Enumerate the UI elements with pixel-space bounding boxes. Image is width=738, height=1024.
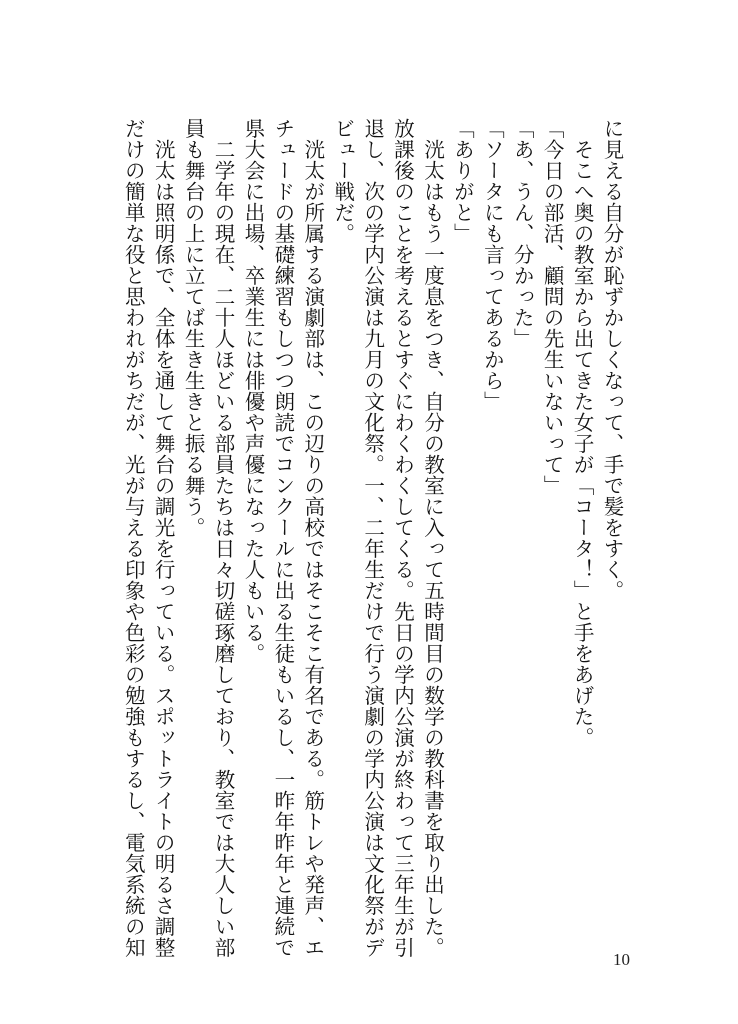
page-number: 10 — [613, 950, 630, 969]
text-line: 「今日の部活、顧問の先生いないって」 — [540, 118, 565, 496]
vertical-text-body — [106, 118, 626, 958]
text-line: 洸太が所属する演劇部は、この辺りの高校ではそこそこ有名である。筋トレや発声、エ — [300, 118, 325, 958]
text-line: チュードの基礎練習もしつつ朗読でコンクールに出る生徒もいるし、一昨年昨年と連続で — [270, 118, 295, 958]
text-line: 放課後のことを考えるとすぐにわくわくしてくる。先日の学内公演が終わって三年生が引 — [390, 118, 415, 958]
text-line: 員も舞台の上に立てば生き生きと振る舞う。 — [181, 118, 206, 538]
text-line: 退し、次の学内公演は九月の文化祭。一、二年生だけで行う演劇の学内公演は文化祭がデ — [360, 118, 385, 958]
text-line: 二学年の現在、二十人ほどいる部員たちは日々切磋琢磨しており、教室では大人しい部 — [211, 118, 236, 958]
text-line: ビュー戦だ。 — [330, 118, 355, 244]
text-line: 県大会に出場、卒業生には俳優や声優になった人もいる。 — [240, 118, 265, 664]
text-line: 「あ、うん、分かった」 — [510, 118, 535, 349]
text-line: だけの簡単な役と思われがちだが、光が与える印象や色彩の勉強もするし、電気系統の知 — [121, 118, 146, 958]
text-line: 「ソータにも言ってあるから」 — [480, 118, 505, 412]
text-line: そこへ奥の教室から出てきた女子が「コータ！」と手をあげた。 — [570, 118, 595, 748]
text-line: 「ありがと」 — [450, 118, 475, 244]
text-line: 洸太はもう一度息をつき、自分の教室に入って五時間目の数学の教科書を取り出した。 — [420, 118, 445, 958]
text-line: 洸太は照明係で、全体を通して舞台の調光を行っている。スポットライトの明るさ調整 — [151, 118, 176, 958]
text-line: に見える自分が恥ずかしくなって、手で髪をすく。 — [600, 118, 624, 601]
